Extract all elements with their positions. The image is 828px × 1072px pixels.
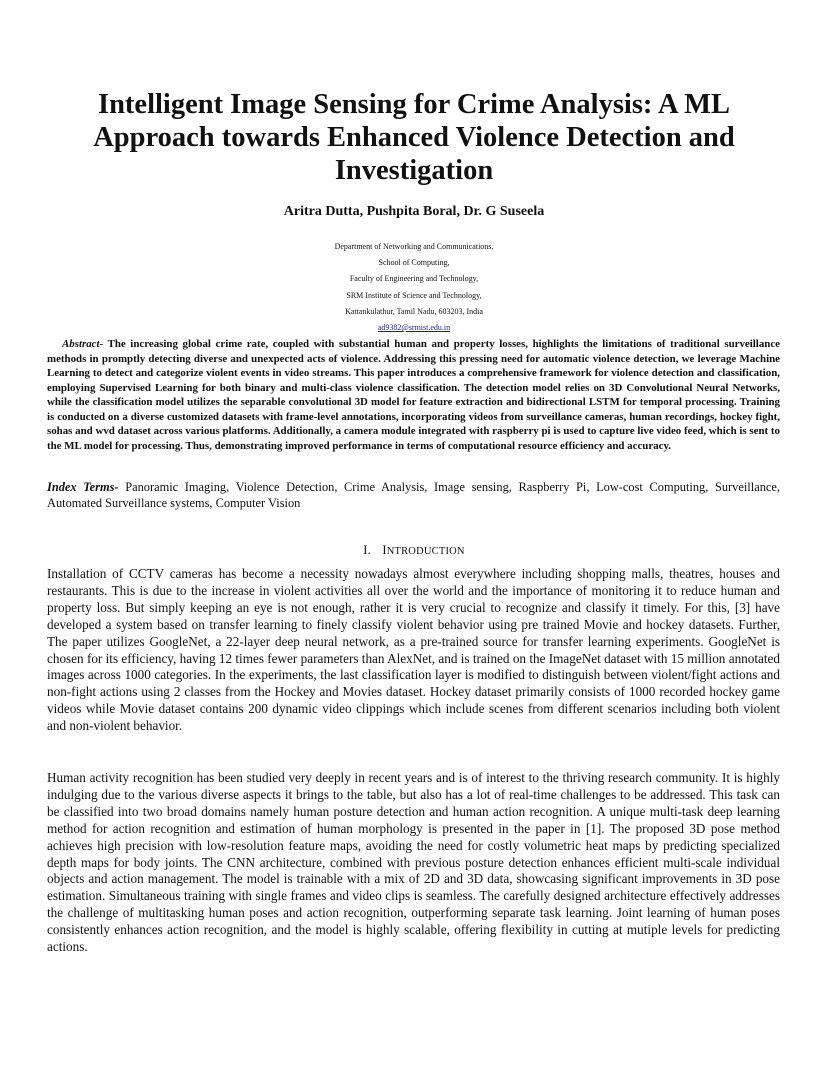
affiliation-line: Faculty of Engineering and Technology, bbox=[349, 274, 479, 284]
author-email-link[interactable]: ad9382@srmist.edu.in bbox=[377, 323, 451, 333]
section-number: I. bbox=[363, 543, 371, 557]
body-paragraph: Human activity recognition has been studied very deeply in recent years and is of interest to the thriving research community. It is highly indulging due to the various diverse aspects it brings to the table, but also has a lot of real-time challenges to be addressed. This task can be classified into two broad domains namely human posture detection and human action recognition. A unique multi-task deep learning method for action recognition and estimation of human morphology is presented in the paper in [1]. The proposed 3D pose method achieves high precision with low-resolution feature maps, avoiding the need for costly volumetric heat maps by predicting specialized depth maps for body joints. The CNN architecture, combined with previous posture detection enhances efficient multi-scale individual objects and action management. The model is trainable with a mix of 2D and 3D data, showcasing significant improvements in 3D pose estimation. Simultaneous training with single frames and video clips is seamless. The carefully designed architecture effectively addresses the challenge of multitasking human poses and action recognition, outperforming separate task learning. Joint learning of human poses consistently enhances action recognition, and the model is highly scalable, offering flexibility in cutting at mutiple levels for predicting actions. bbox=[47, 770, 780, 955]
abstract-label: Abstract- bbox=[62, 338, 104, 350]
index-terms-label: Index Terms- bbox=[47, 480, 119, 494]
abstract bbox=[47, 337, 780, 453]
section-initial: I bbox=[382, 543, 387, 557]
index-terms-text: Panoramic Imaging, Violence Detection, Crime Analysis, Image sensing, Raspberry Pi, Low-cost Computing, Surveillance, Automated Surveillance systems, Computer Vision bbox=[47, 480, 780, 510]
affiliation-line: Department of Networking and Communications, bbox=[334, 242, 494, 251]
section-title-rest: NTRODUCTION bbox=[386, 546, 465, 557]
affiliation-line: Kattankulathur, Tamil Nadu, 603203, India bbox=[345, 306, 483, 316]
section-heading bbox=[0, 543, 828, 558]
body-paragraph: Installation of CCTV cameras has become a necessity nowadays almost everywhere including shopping malls, theatres, houses and restaurants. This is due to the increase in violent activities all over the world and the importance of monitoring it to reduce human and property loss. But simply keeping an eye is not enough, rather it is very crucial to recognize and classify it timely. For this, [3] have developed a system based on transfer learning to finely classify violent behavior using pre trained Movie and hockey datasets. Further, The paper utilizes GoogleNet, a 22-layer deep neural network, as a pre-trained source for transfer learning experiments. GoogleNet is chosen for its efficiency, having 12 times fewer parameters than AlexNet, and is trained on the ImageNet dataset with 15 million annotated images across 1000 categories. In the experiments, the last classification layer is modified to distinguish between violent/fight actions and non-fight actions using 2 classes from the Hockey and Movies dataset. Hockey dataset primarily consists of 1000 recorded hockey game videos while Movie dataset contains 200 dynamic video clippings which include scenes from different scenarios including both violent and non-violent behavior. bbox=[47, 566, 780, 734]
index-terms bbox=[47, 480, 780, 511]
abstract-text: The increasing global crime rate, coupled with substantial human and property losses, highlights the limitations of traditional surveillance methods in promptly detecting diverse and unexpected acts of violence. Addressing this pressing need for automatic violence detection, we leverage Machine Learning to detect and categorize violent events in video streams. This paper introduces a comprehensive framework for violence detection and classification, employing Supervised Learning for both binary and multi-class violence classification. The detection model relies on 3D Convolutional Neural Networks, while the classification model utilizes the separable convolutional 3D model for feature extraction and bidirectional LSTM for temporal processing. Training is conducted on a diverse customized datasets with frame-level annotations, incorporating videos from surveillance cameras, human recordings, hockey fight, sohas and wvd dataset across various platforms. Additionally, a camera module integrated with raspberry pi is used to capture live video feed, which is sent to the ML model for processing. Thus, demonstrating improved performance in terms of computational resource efficiency and accuracy. bbox=[47, 338, 781, 452]
paper-title: Intelligent Image Sensing for Crime Analysis: A ML Approach towards Enhanced Violence Detection and Investigation bbox=[93, 89, 735, 186]
affiliation-block bbox=[0, 239, 828, 336]
affiliation-line: SRM Institute of Science and Technology, bbox=[346, 290, 482, 300]
author-list: Aritra Dutta, Pushpita Boral, Dr. G Suseela bbox=[283, 204, 545, 219]
affiliation-line: School of Computing, bbox=[378, 258, 450, 268]
